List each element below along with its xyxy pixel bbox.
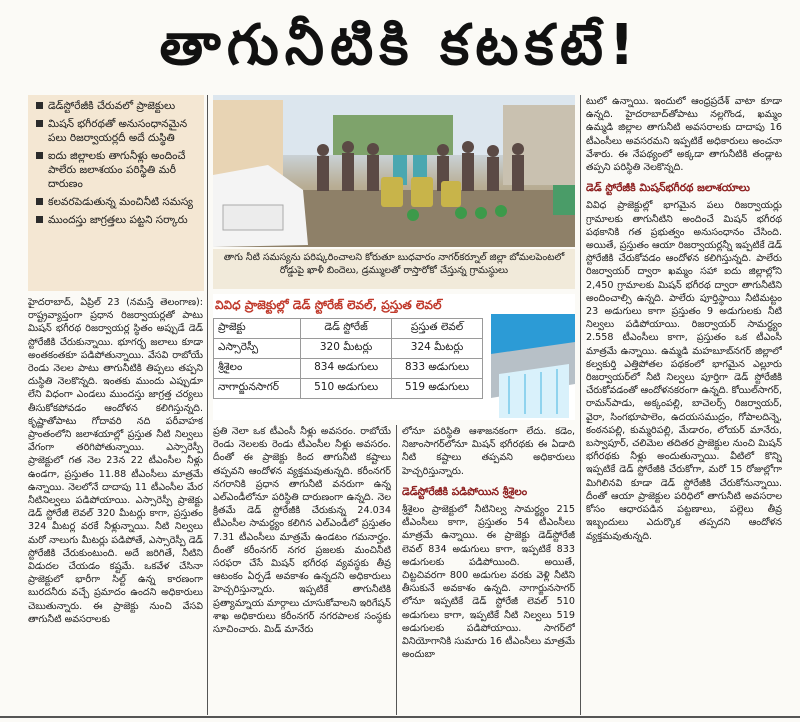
article-paragraph: హైదరాబాద్, ఏప్రిల్ 23 (నమస్తే తెలంగాణ): రాష్ట్రవ్యాప్తంగా ప్రధాన రిజర్వాయర్లతో పాటు మిషన్ భగీరథ రిజర్వాయర్ల స్థితం అప్పుడే డెడ్ స్టోరేజీకి చేరుకున్నాయి. భూగర్భ జలాలు కూడా అంతకంతకూ పడిపోతున్నాయి. వేసవి రాబోయే రెండు నెలల పాటు తాగునీటికి తిప్పలు తప్పని దుస్థితి నెలకొన్నది. ఇంతకు ముందు ఎప్పుడూ లేని విధంగా ఎండలు ముందస్తు జాగ్రత్త చర్యలు తీసుకోకపోవడం ఆందోళన కలిగిస్తున్నది. కృష్ణాతోపాటు గోదావరి నది పరీవాహక ప్రాంతంలోని జలాశయాల్లో ప్రస్తుత నీటి నిల్వలు వేగంగా తరిగిపోతున్నాయి. ఎస్సారెస్పీ ప్రాజెక్టులో గత నెల 23న 22 టీఎంసీల నీళ్లు ఉండగా, ప్రస్తుతం 11.88 టీఎంసీలు మాత్రమే ఉన్నాయి. నెలలోనే దాదాపు 11 టీఎంసీల మేర నీటినిల్వలు పడిపోయాయి. ఎస్సారెస్పీ ప్రాజెక్టు డెడ్ స్టోరేజీ లెవల్ 320 మీటర్లు కాగా, ప్రస్తుతం 324 మీటర్ల వరకే నీళ్లున్నాయి. నీటి నిల్వలు మరో నాలుగు మీటర్లు పడిపోతే, ఎస్సారెస్పీ డెడ్ స్టోరేజీకి చేరుకుంటుంది. అదే జరిగితే, నీటిని విడుదల చేయడం కష్టమే. ఒకవేళ చేసినా ప్రాజెక్టులో భారీగా సిల్ట్ ఉన్న కారణంగా బురదనీరు వచ్చే ప్రమాదం ఉందని అధికారులు చెబుతున్నారు. ఈ ప్రాజెక్టు నుంచి వేసవి తాగునీటి అవసరాలకు — [28, 297, 203, 625]
levels-table-box — [213, 294, 575, 420]
column-divider — [207, 95, 208, 715]
table-header-cell: డెడ్ స్టోరేజ్ — [301, 319, 392, 339]
headline: తాగునీటికి కటకటే! — [159, 13, 641, 78]
table-cell: 510 అడుగులు — [301, 379, 392, 399]
table-cell: 519 అడుగులు — [392, 379, 483, 399]
table-cell: 833 అడుగులు — [392, 359, 483, 379]
highlight-item: కలవరపెడుతున్న మంచినీటి సమస్య — [36, 195, 200, 209]
table-cell: నాగార్జునసాగర్ — [214, 379, 301, 399]
highlight-item: ఐదు జిల్లాలకు తాగునీళ్లు అందించే పాలేరు జలాశయం పరిస్థితి మరీ దారుణం — [36, 149, 200, 191]
article-column-1 — [28, 296, 203, 716]
table-header-row — [214, 319, 483, 339]
article-paragraph: శ్రీశైలం ప్రాజెక్టులో నీటినిల్వ సామర్థ్యం 215 టీఎంసీలు కాగా, ప్రస్తుతం 54 టీఎంసీలు మాత్రమే ఉన్నాయి. ఈ ప్రాజెక్టు డెడ్‌స్టోరేజీ లెవల్ 834 అడుగులు కాగా, ఇప్పటికే 833 అడుగులకు పడిపోయింది. అయితే, చిట్టచివరగా 800 అడుగుల వరకు వెళ్లి నీటిని తీసుకునే అవకాశం ఉన్నది. నాగార్జునసాగర్ లోనూ ఇప్పటికే డెడ్ స్టోరేజీ లెవల్ 510 అడుగులు కాగా, ఇప్పటికే నీటి నిల్వలు 519 అడుగులకు పడిపోయాయి. సాగర్‌లో వినియోగానికి సుమారు 16 టీఎంసీలు మాత్రమే అందుబా — [402, 504, 575, 661]
table-cell: 834 అడుగులు — [301, 359, 392, 379]
table-header-cell: ప్రస్తుత లెవల్ — [392, 319, 483, 339]
table-cell: 320 మీటర్లు — [301, 339, 392, 359]
levels-table — [213, 318, 483, 399]
section-subheading: డెడ్ స్టోరేజీకి మిషన్‌భగీరథ జలాశయాలు — [586, 182, 750, 195]
page-bottom-rule — [0, 716, 800, 718]
table-cell: 324 మీటర్లు — [392, 339, 483, 359]
article-column-2 — [213, 425, 391, 715]
table-row — [214, 359, 483, 379]
table-title: వివిధ ప్రాజెక్టుల్లో డెడ్ స్టోరేజ్ లెవల్, ప్రస్తుత లెవల్ — [215, 298, 442, 312]
news-photo — [213, 95, 575, 247]
article-paragraph: వివిధ ప్రాజెక్టుల్లో భాగమైన పలు రిజర్వాయర్లు గ్రామాలకు తాగునీటిని అందించే మిషన్ భగీరథ పథకానికి గత ప్రభుత్వం అనుసంధానం చేసింది. అయితే, ప్రస్తుతం ఆయా రిజర్వాయర్లన్నీ ఇప్పటికే డెడ్ స్టోరేజీకి చేరుకోవడం ఆందోళన కలిగిస్తున్నది. పాలేరు రిజర్వాయర్ ద్వారా ఖమ్మం సహా ఐదు జిల్లాల్లోని 2,450 గ్రామాలకు మిషన్ భగీరథ ద్వారా తాగునీటిని అందించాల్సి ఉన్నది. పాలేరు పూర్తిస్థాయి నీటిమట్టం 23 అడుగులు కాగా ప్రస్తుతం 9 అడుగులకు నీటి నిల్వలు పడిపోయాయి. రిజర్వాయర్ సామర్థ్యం 2.558 టీఎంసీలు కాగా, ప్రస్తుతం ఒక టీఎంసీ మాత్రమే ఉన్నాయి. ఉమ్మడి మహబూబ్‌నగర్ జిల్లాలో కల్వకుర్తి ఎత్తిపోతల పథకంలో భాగమైన ఎల్లూరు రిజర్వాయర్‌లో నీటి నిల్వలు పూర్తిగా డెడ్ స్టోరేజీకి చేరుకోవడంతో ఆందోళనకరంగా ఉన్నది. కోయిల్‌సాగర్, రామన్‌పాడు, అక్కంపల్లి, బాచెలర్స్ రిజర్వాయర్, వైరా, సింగభూపాలెం, ఉదయసముద్రం, గోపాలదిన్నె, కంఠనపల్లి, కుమ్మరిపల్లి, మేడారం, లోయర్ మానేరు, బస్వాపూర్, చలిమెల తదితర ప్రాజెక్టుల నుంచి మిషన్ భగీరథకు నీళ్లు అందుతున్నాయి. వీటిలో కొన్ని ఇప్పటికే డెడ్ స్టోరేజీకి చేరుకోగా, మరో 15 రోజుల్లోగా మిగిలినవి కూడా డెడ్ స్టోరేజీకి చేరుకోనున్నాయి. దీంతో ఆయా ప్రాజెక్టుల పరిధిలో తాగునీటి అవసరాల కోసం ఆధారపడిన పట్టణాలు, పల్లెలు తీవ్ర ఇబ్బందులు ఎదుర్కొక తప్పదని ఆందోళన వ్యక్తమవుతున్నది. — [586, 200, 782, 542]
dam-illustration — [491, 314, 575, 418]
article-column-4 — [586, 95, 782, 715]
highlights-box — [28, 95, 204, 291]
article-paragraph: టులో ఉన్నాయి. ఇందులో ఆంధ్రప్రదేశ్ వాటా కూడా ఉన్నది. హైదరాబాద్‌తోపాటు నల్లగొండ, ఖమ్మం ఉమ్మడి జిల్లాల తాగునీటి అవసరాలకు దాదాపు 16 టీఎంసీలు అవసరమని ఇప్పటికే అధికారులు అంచనా వేశారు. ఈ నేపథ్యంలో అక్కడా తాగునీటికి తండ్లాట తప్పని పరిస్థితి నెలకొన్నది. — [586, 96, 782, 174]
section-subheading: డెడ్‌స్టోరేజీకి పడిపోయిన శ్రీశైలం — [402, 485, 528, 498]
column-divider — [580, 95, 581, 715]
table-cell: శ్రీశైలం — [214, 359, 301, 379]
article-column-3 — [402, 425, 575, 715]
highlight-item: ముందస్తు జాగ్రత్తలు పట్టని సర్కారు — [36, 213, 200, 227]
article-paragraph: ప్రతి నెలా ఒక టీఎంసీ నీళ్లు అవసరం. రాబోయే రెండు నెలలకు రెండు టీఎంసీల నీళ్లు అవసరం. దీంతో ఈ ప్రాజెక్టు కింద తాగునీటి కష్టాలు తప్పవని ఆందోళన వ్యక్తమవుతున్నది. కరీంనగర్ నగరానికి ప్రధాన తాగునీటి వనరుగా ఉన్న ఎల్‌ఎండీలోనూ పరిస్థితి దారుణంగా ఉన్నది. నెల క్రితమే డెడ్ స్టోరేజీకి చేరుకున్న 24.034 టీఎంసీల సామర్థ్యం కలిగిన ఎల్‌ఎండీలో ప్రస్తుతం 7.31 టీఎంసీలు మాత్రమే ఉండటం గమనార్హం. దీంతో కరీంనగర్ నగర ప్రజలకు మంచినీటి సరఫరా చేసే మిషన్ భగీరథ వ్యవస్థకు తీవ్ర ఆటంకం ఏర్పడే అవకాశం ఉన్నదని అధికారులు హెచ్చరిస్తున్నారు. ఇప్పటికే తాగునీటికి ప్రత్యామ్నాయ మార్గాలు చూసుకోవాలని ఇరిగేషన్ శాఖ అధికారులు కరీంనగర్ నగరపాలక సంస్థకు సూచించారు. మిడ్ మానేరు — [213, 426, 391, 636]
protest-photo-illustration — [213, 95, 575, 247]
column-divider — [396, 425, 397, 715]
highlight-item: మిషన్ భగీరథతో అనుసంధానమైన పలు రిజర్వాయర్లదీ అదే దుస్థితి — [36, 117, 200, 145]
photo-caption: తాగు నీటి సమస్యను పరిష్కరించాలని కోరుతూ బుధవారం నాగర్‌కర్నూల్ జిల్లా బోమలపెంటలో రోడ్డుపై ఖాళీ బిందెలు, డ్రమ్ములతో రాస్తారోకో చేస్తున్న గ్రామస్థులు — [213, 249, 575, 289]
table-row — [214, 339, 483, 359]
highlight-item: డెడ్‌స్టోరేజీకి చేరువలో ప్రాజెక్టులు — [36, 99, 200, 113]
table-row — [214, 379, 483, 399]
table-header-cell: ప్రాజెక్టు — [214, 319, 301, 339]
table-cell: ఎస్సారెస్పీ — [214, 339, 301, 359]
article-paragraph: లోనూ పరిస్థితి ఆశాజనకంగా లేదు. కడెం, నిజాంసాగర్‌లోనూ మిషన్ భగీరథకు ఈ ఏడాది నీటి కష్టాలు తప్పవని అధికారులు హెచ్చరిస్తున్నారు. — [402, 426, 575, 477]
